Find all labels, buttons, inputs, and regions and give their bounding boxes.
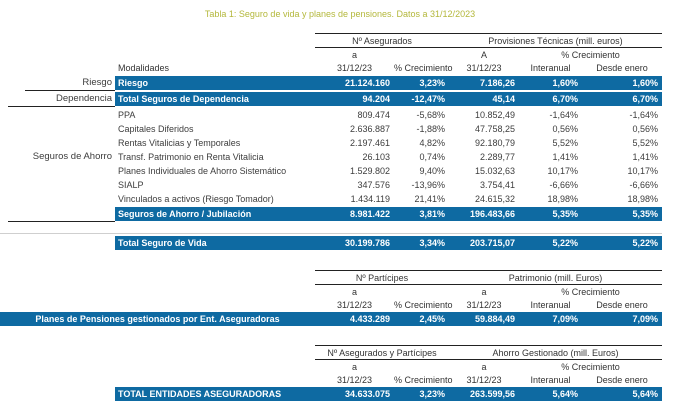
row-value: 2,45% [419, 314, 445, 324]
side-label-riesgo: Riesgo [82, 77, 112, 88]
row-label: Seguros de Ahorro / Jubilación [118, 209, 252, 219]
row-value: 7,09% [632, 314, 658, 324]
row-value: 92.180,79 [474, 138, 515, 148]
row-value: 1,41% [632, 152, 658, 162]
s3-sub-pct: % Crecimiento [561, 362, 620, 372]
s1-column-headers [115, 61, 662, 74]
s2-group-header [315, 270, 662, 285]
row-value: 5,22% [552, 238, 578, 248]
row-value: 5,22% [632, 238, 658, 248]
side-rule-2 [8, 106, 115, 107]
row-value: 24.615,32 [474, 194, 515, 204]
table-row [115, 108, 662, 122]
side-rule-1 [25, 90, 115, 91]
row-value: 5,52% [632, 138, 658, 148]
row-value: 26.103 [362, 152, 390, 162]
row-value: 2.289,77 [479, 152, 515, 162]
row-value: 196.483,66 [469, 209, 515, 219]
row-value: 15.032,63 [474, 166, 515, 176]
table-row [115, 76, 662, 90]
row-value: 10.852,49 [474, 110, 515, 120]
s2-sub-a2: a [481, 287, 487, 297]
s3-column-headers [115, 373, 662, 386]
row-value: 3,34% [419, 238, 445, 248]
row-value: -12,47% [411, 94, 445, 104]
row-label: Total Seguros de Dependencia [118, 94, 249, 104]
table-row [115, 164, 662, 178]
row-label: SIALP [118, 180, 144, 190]
row-value: 3,81% [419, 209, 445, 219]
row-value: 5,35% [552, 209, 578, 219]
row-value: 21.124.160 [344, 78, 390, 88]
row-value: 34.633.075 [344, 389, 390, 399]
row-value: 203.715,07 [469, 238, 515, 248]
s2-col-pct: % Crecimiento [394, 299, 453, 310]
table-row [115, 136, 662, 150]
row-label: Total Seguro de Vida [118, 238, 207, 248]
row-label: Riesgo [118, 78, 149, 88]
s2-col-date1: 31/12/23 [336, 299, 373, 310]
s2-sub-a1: a [351, 287, 357, 297]
s1-sub-a1: a [351, 50, 357, 60]
s2-group-participes: Nº Partícipes [355, 272, 409, 283]
row-label: Planes Individuales de Ahorro Sistemático [118, 166, 287, 176]
s1-group-asegurados: Nº Asegurados [352, 35, 412, 46]
s1-col-date2: 31/12/23 [466, 62, 502, 73]
section-divider [0, 233, 662, 234]
s3-col-pct: % Crecimiento [394, 374, 453, 385]
row-value: 59.884,49 [474, 314, 515, 324]
row-value: -13,96% [411, 180, 445, 190]
row-value: 3.754,41 [479, 180, 515, 190]
row-value: 0,56% [552, 124, 578, 134]
row-value: -6,66% [629, 180, 658, 190]
row-label: TOTAL ENTIDADES ASEGURADORAS [118, 389, 282, 399]
row-value: 347.576 [357, 180, 390, 190]
row-value: 5,35% [632, 209, 658, 219]
total-seguro-vida-row [115, 236, 662, 250]
s2-sub-pct: % Crecimiento [561, 287, 620, 297]
row-value: 2.197.461 [349, 138, 390, 148]
row-value: 10,17% [627, 166, 658, 176]
s2-col-interanual: Interanual [530, 299, 571, 310]
row-label: Transf. Patrimonio en Renta Vitalicia [118, 152, 264, 162]
table-row [115, 178, 662, 192]
row-value: 3,23% [419, 78, 445, 88]
row-value: 5,52% [552, 138, 578, 148]
s3-group-asegurados-participes: Nº Asegurados y Partícipes [327, 347, 437, 358]
row-value: -6,66% [549, 180, 578, 190]
row-value: -5,68% [416, 110, 445, 120]
planes-pensiones-row [0, 312, 662, 326]
s1-col-interanual: Interanual [530, 62, 571, 73]
row-value: -1,88% [416, 124, 445, 134]
row-value: 45,14 [492, 94, 515, 104]
s2-group-patrimonio: Patrimonio (mill. Euros) [508, 272, 603, 283]
total-entidades-row [115, 387, 662, 401]
s2-column-headers [115, 298, 662, 311]
row-value: 1.529.802 [349, 166, 390, 176]
row-value: -1,64% [549, 110, 578, 120]
row-value: 30.199.786 [344, 238, 390, 248]
s1-col-date1: 31/12/23 [336, 62, 373, 73]
s1-col-desde-enero: Desde enero [596, 62, 648, 73]
row-label: Vinculados a activos (Riesgo Tomador) [118, 194, 274, 204]
table-title: Tabla 1: Seguro de vida y planes de pensiones. Datos a 31/12/2023 [204, 9, 476, 19]
s2-col-desde-enero: Desde enero [596, 299, 648, 310]
row-label: Rentas Vitalicias y Temporales [118, 138, 241, 148]
s2-col-date2: 31/12/23 [466, 299, 502, 310]
s1-col-modalidades: Modalidades [118, 62, 170, 73]
s1-group-header [315, 33, 662, 48]
s3-sub-a1: a [351, 362, 357, 372]
side-label-dependencia: Dependencia [56, 93, 112, 104]
table-row [115, 150, 662, 164]
row-value: 9,40% [419, 166, 445, 176]
row-value: 21,41% [414, 194, 445, 204]
row-value: 263.599,56 [469, 389, 515, 399]
table-row [115, 207, 662, 221]
row-value: 7.186,26 [479, 78, 515, 88]
row-value: 5,64% [632, 389, 658, 399]
s2-subheader [315, 286, 662, 298]
row-value: 4,82% [419, 138, 445, 148]
s1-sub-pct: % Crecimiento [561, 50, 620, 60]
row-value: 4.433.289 [349, 314, 390, 324]
row-value: 1.434.119 [350, 194, 390, 204]
side-rule-3 [8, 221, 115, 222]
row-value: 1,60% [552, 78, 578, 88]
row-value: 94.204 [362, 94, 390, 104]
row-value: -1,64% [629, 110, 658, 120]
row-value: 0,56% [632, 124, 658, 134]
table-row [115, 192, 662, 206]
row-value: 18,98% [627, 194, 658, 204]
row-value: 47.758,25 [474, 124, 515, 134]
row-value: 8.981.422 [349, 209, 390, 219]
s1-subheader [315, 49, 662, 61]
table-row [115, 92, 662, 106]
s3-col-date2: 31/12/23 [466, 374, 502, 385]
s1-group-provisiones: Provisiones Técnicas (mill. euros) [488, 35, 623, 46]
row-value: 0,74% [419, 152, 445, 162]
row-value: 1,60% [632, 78, 658, 88]
row-label: Capitales Diferidos [118, 124, 194, 134]
row-value: 6,70% [552, 94, 578, 104]
row-value: 3,23% [419, 389, 445, 399]
s1-col-pct: % Crecimiento [394, 62, 453, 73]
s3-sub-a2: a [481, 362, 487, 372]
s3-col-interanual: Interanual [530, 374, 571, 385]
s3-col-date1: 31/12/23 [336, 374, 373, 385]
row-value: 5,64% [552, 389, 578, 399]
row-value: 10,17% [547, 166, 578, 176]
row-value: 7,09% [552, 314, 578, 324]
s1-sub-a2: A [480, 50, 487, 60]
row-value: 18,98% [547, 194, 578, 204]
side-label-seguros-ahorro: Seguros de Ahorro [32, 151, 112, 162]
row-value: 6,70% [632, 94, 658, 104]
s3-subheader [315, 361, 662, 373]
row-value: 809.474 [357, 110, 390, 120]
s3-col-desde-enero: Desde enero [596, 374, 648, 385]
row-label: PPA [118, 110, 136, 120]
s3-group-header [315, 345, 662, 360]
table-row [115, 122, 662, 136]
row-value: 1,41% [552, 152, 578, 162]
s3-group-ahorro-gestionado: Ahorro Gestionado (mill. Euros) [492, 347, 619, 358]
row-label: Planes de Pensiones gestionados por Ent. Aseguradoras [35, 314, 280, 324]
row-value: 2.636.887 [349, 124, 390, 134]
